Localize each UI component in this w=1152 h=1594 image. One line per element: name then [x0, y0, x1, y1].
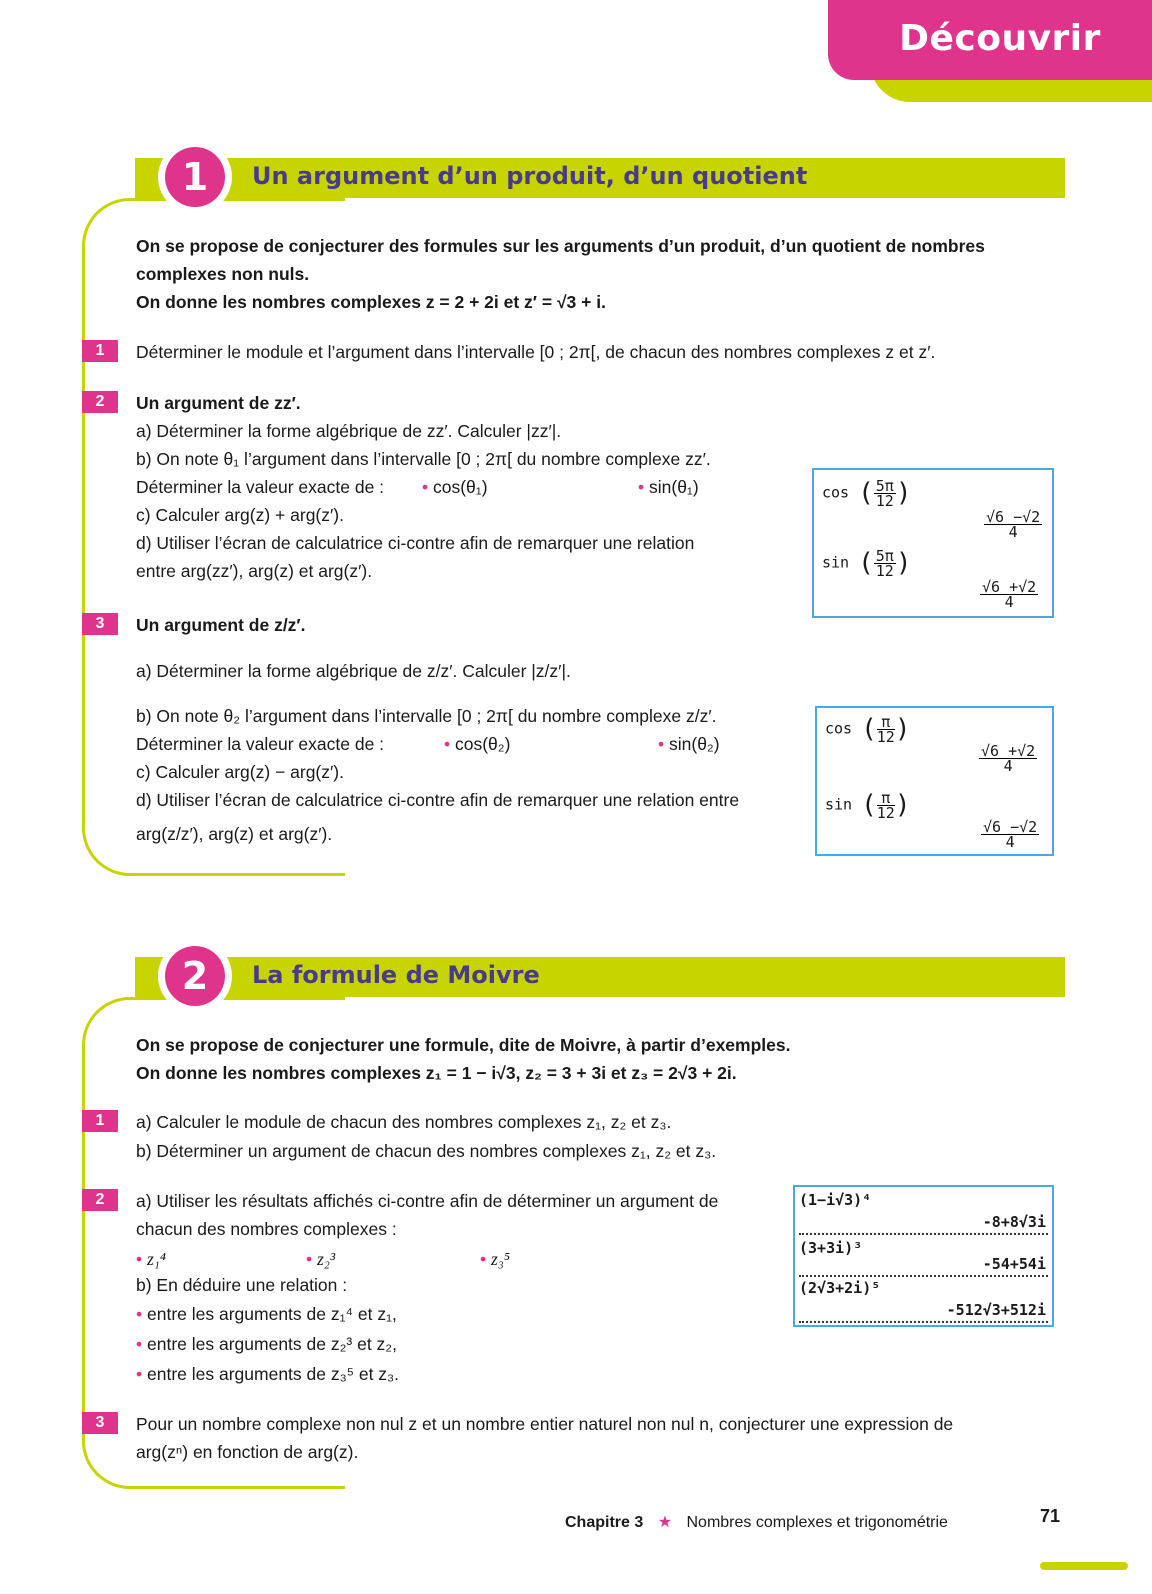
section1-q2b-sin: [638, 473, 699, 501]
section1-q1-number: 1: [82, 340, 118, 362]
bullet-icon: •: [136, 1304, 147, 1324]
section1-q3b: b) On note θ₂ l’argument dans l’intervalle [0 ; 2π[ du nombre complexe z/z′.: [136, 706, 717, 726]
section2-q2b-rel2-text: entre les arguments de z₂³ et z₂,: [147, 1334, 397, 1354]
calc1-cos-res-den: 4: [1008, 523, 1018, 541]
section2-q2-power3: [480, 1245, 510, 1273]
calc2-sin-res-den: 4: [1005, 833, 1015, 851]
bullet-icon: •: [444, 734, 455, 754]
section2-q2-power2: [306, 1245, 335, 1273]
section2-intro-1: On se propose de conjecturer une formule, dite de Moivre, à partir d’exemples.: [136, 1035, 791, 1055]
calc1-cos-expr: cos ( $\frac{5\pi}{12}$ ): [822, 476, 912, 510]
bullet-icon: •: [136, 1334, 147, 1354]
section2-q1b: b) Déterminer un argument de chacun des nombres complexes z₁, z₂ et z₃.: [136, 1141, 717, 1161]
section1-q3-number: 3: [82, 613, 118, 635]
calc2-sin-label: sin: [825, 795, 853, 814]
section2-q2-power1-text: z₁⁴: [147, 1249, 166, 1269]
calc1-cos-den: 12: [875, 491, 894, 510]
calc2-sin-num: π: [877, 791, 895, 806]
section1-q2-title: Un argument de zz′.: [136, 393, 301, 413]
section1-q2d-2: entre arg(zz′), arg(z) et arg(z′).: [136, 561, 373, 581]
calc1-cos-res-num: √6 −√2: [986, 508, 1041, 526]
section1-q3b-exact: Déterminer la valeur exacte de :: [136, 734, 385, 754]
calculator-screen-2: [815, 706, 1054, 856]
bullet-icon: •: [136, 1249, 147, 1269]
section1-q3b-sin-text: sin(θ₂): [669, 734, 720, 754]
section1-q2a: a) Déterminer la forme algébrique de zz′. Calculer |zz′|.: [136, 421, 562, 441]
calc1-sin-label: sin: [822, 553, 850, 572]
calc1-sin-result: [980, 580, 1038, 609]
section2-q2-power2-text: z₂³: [317, 1249, 336, 1269]
calc2-sin-result: [981, 820, 1039, 849]
section2-q2b: b) En déduire une relation :: [136, 1275, 348, 1295]
calc3-divider3: [799, 1321, 1048, 1323]
calculator-screen-3: [793, 1185, 1054, 1327]
section1-q2b: b) On note θ₁ l’argument dans l’intervalle [0 ; 2π[ du nombre complexe zz′.: [136, 449, 711, 469]
calc2-cos-result: [979, 744, 1037, 773]
section1-q2b-sin-text: sin(θ₁): [649, 477, 699, 497]
section2-intro-2: On donne les nombres complexes z₁ = 1 − i√3, z₂ = 3 + 3i et z₃ = 2√3 + 2i.: [136, 1063, 737, 1083]
calc2-sin-den: 12: [876, 803, 895, 822]
calc2-cos-res-den: 4: [1003, 757, 1013, 775]
header-tab-title: Découvrir: [899, 18, 1101, 59]
section2-q2b-rel1: [136, 1300, 397, 1328]
section2-q2a-2: chacun des nombres complexes :: [136, 1219, 397, 1239]
footer-chapter: Chapitre 3: [565, 1514, 644, 1531]
calc2-sin-expr: sin ( $\frac{\pi}{12}$ ): [825, 788, 911, 822]
bullet-icon: •: [638, 477, 649, 497]
section1-q3b-cos-text: cos(θ₂): [455, 734, 511, 754]
section1-q1-text: Déterminer le module et l’argument dans l’intervalle [0 ; 2π[, de chacun des nombres complexes z et z′.: [136, 342, 936, 362]
section2-q2b-rel2: [136, 1330, 397, 1358]
section2-q2-power3-text: z₃⁵: [491, 1249, 510, 1269]
section2-q2-number: 2: [82, 1189, 118, 1211]
section1-q2b-cos: [422, 473, 488, 501]
section2-q2-power1: [136, 1245, 166, 1273]
section1-q3d-2: arg(z/z′), arg(z) et arg(z′).: [136, 824, 333, 844]
section2-q3-1: Pour un nombre complexe non nul z et un nombre entier naturel non nul n, conjecturer une expression de: [136, 1414, 954, 1434]
section1-q2-number: 2: [82, 391, 118, 413]
footer: [565, 1512, 948, 1532]
footer-star-icon: ★: [657, 1514, 673, 1531]
section1-intro-3: On donne les nombres complexes z = 2 + 2i et z′ = √3 + i.: [136, 292, 606, 312]
calc2-cos-label: cos: [825, 719, 853, 738]
calc1-sin-den: 12: [875, 561, 894, 580]
section1-q2d-1: d) Utiliser l’écran de calculatrice ci-contre afin de remarquer une relation: [136, 533, 695, 553]
section2-number: 2: [165, 946, 225, 1006]
calc2-cos-num: π: [877, 715, 895, 730]
section1-q3c: c) Calculer arg(z) − arg(z′).: [136, 762, 344, 782]
calc3-result1: -8+8√3i: [982, 1213, 1046, 1231]
section2-q3-number: 3: [82, 1412, 118, 1434]
section2-q1-number: 1: [82, 1110, 118, 1132]
section1-q3a: a) Déterminer la forme algébrique de z/z′. Calculer |z/z′|.: [136, 661, 571, 681]
section1-intro-2: complexes non nuls.: [136, 264, 310, 284]
calc3-expr1: (1−i√3)⁴: [799, 1191, 872, 1209]
section1-q3b-sin: [658, 730, 720, 758]
section2-q2b-rel1-text: entre les arguments de z₁⁴ et z₁,: [147, 1304, 397, 1324]
section2-q1a: a) Calculer le module de chacun des nombres complexes z₁, z₂ et z₃.: [136, 1112, 672, 1132]
section1-q2b-exact: Déterminer la valeur exacte de :: [136, 477, 385, 497]
bullet-icon: •: [306, 1249, 317, 1269]
section2-q2a-1: a) Utiliser les résultats affichés ci-contre afin de déterminer un argument de: [136, 1191, 719, 1211]
section1-q3d-1: d) Utiliser l’écran de calculatrice ci-contre afin de remarquer une relation entre: [136, 790, 740, 810]
section2-q2b-rel3-text: entre les arguments de z₃⁵ et z₃.: [147, 1364, 400, 1384]
section2-title: La formule de Moivre: [252, 961, 540, 989]
section1-q2c: c) Calculer arg(z) + arg(z′).: [136, 505, 344, 525]
calculator-screen-1: [812, 468, 1054, 618]
calc3-expr2: (3+3i)³: [799, 1239, 863, 1257]
section1-q3-title: Un argument de z/z′.: [136, 615, 306, 635]
section1-title: Un argument d’un produit, d’un quotient: [252, 162, 808, 190]
calc3-divider1: [799, 1233, 1048, 1235]
calc1-sin-res-den: 4: [1004, 593, 1014, 611]
calc1-sin-num: 5π: [875, 546, 894, 565]
footer-subject: Nombres complexes et trigonométrie: [686, 1514, 948, 1531]
calc3-expr3: (2√3+2i)⁵: [799, 1279, 881, 1297]
calc1-sin-expr: sin ( $\frac{5\pi}{12}$ ): [822, 546, 912, 580]
calc1-cos-label: cos: [822, 483, 850, 502]
footer-page-number: 71: [1040, 1506, 1061, 1526]
calc3-result3: -512√3+512i: [946, 1301, 1046, 1319]
calc1-cos-result: [984, 510, 1042, 539]
section2-q3-2: arg(zⁿ) en fonction de arg(z).: [136, 1442, 359, 1462]
footer-page-underline: [1040, 1562, 1128, 1570]
section1-q2b-cos-text: cos(θ₁): [433, 477, 488, 497]
bullet-icon: •: [658, 734, 669, 754]
calc1-sin-res-num: √6 +√2: [982, 578, 1037, 596]
bullet-icon: •: [136, 1364, 147, 1384]
section1-q3b-cos: [444, 730, 510, 758]
calc2-cos-res-num: √6 +√2: [981, 742, 1036, 760]
section1-intro-1: On se propose de conjecturer des formules sur les arguments d’un produit, d’un quotient de nombres: [136, 236, 985, 256]
calc2-cos-expr: cos ( $\frac{\pi}{12}$ ): [825, 712, 911, 746]
bullet-icon: •: [480, 1249, 491, 1269]
calc3-divider2: [799, 1275, 1048, 1277]
bullet-icon: •: [422, 477, 433, 497]
section2-q2b-rel3: [136, 1360, 399, 1388]
section1-number: 1: [165, 147, 225, 207]
calc1-cos-num: 5π: [875, 476, 894, 495]
calc2-cos-den: 12: [876, 727, 895, 746]
calc2-sin-res-num: √6 −√2: [983, 818, 1038, 836]
calc3-result2: -54+54i: [982, 1255, 1046, 1273]
